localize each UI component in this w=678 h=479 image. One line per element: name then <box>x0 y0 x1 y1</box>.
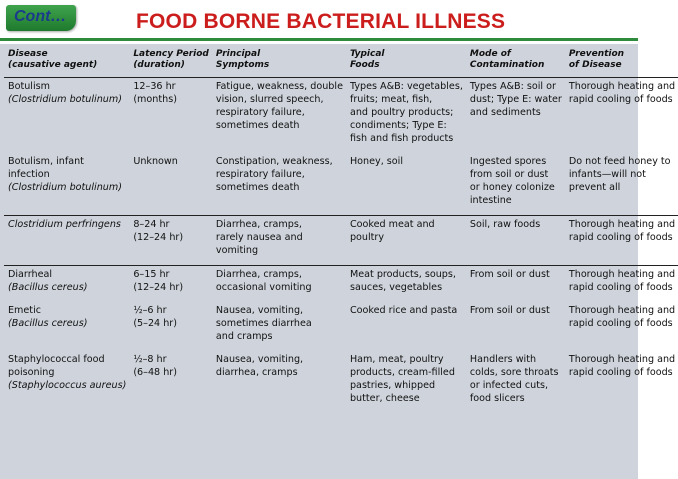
cell-text: 8–24 hr <box>133 219 170 230</box>
cell-text: food slicers <box>469 393 525 404</box>
cell-text: respiratory failure, <box>215 107 305 118</box>
cell-text: and poultry products; <box>349 107 454 118</box>
cell-text: vision, slurred speech, <box>215 94 324 105</box>
header-text: Foods <box>349 60 380 70</box>
table-body <box>4 78 678 414</box>
cell-text: Ham, meat, poultry <box>349 354 444 365</box>
cell-disease <box>4 266 129 303</box>
header-symptoms <box>212 46 346 78</box>
cell-contamination <box>466 153 565 216</box>
cell-foods <box>346 351 466 413</box>
cell-text: (5–24 hr) <box>133 318 177 329</box>
cell-symptoms <box>212 266 346 303</box>
cell-latency <box>129 266 212 303</box>
cell-text: Handlers with <box>469 354 537 365</box>
cell-text: Ingested spores <box>469 156 547 167</box>
table-row <box>4 266 678 303</box>
table-row <box>4 216 678 266</box>
cell-text: infants—will not <box>568 169 646 180</box>
cell-text: pastries, whipped <box>349 380 436 391</box>
cell-text: Cooked meat and <box>349 219 435 230</box>
cell-text: Soil, raw foods <box>469 219 541 230</box>
table-row <box>4 78 678 154</box>
cell-disease <box>4 302 129 351</box>
slide-header <box>0 0 638 44</box>
header-text: Disease <box>8 49 48 59</box>
cell-text: vomiting <box>215 245 259 256</box>
cell-symptoms <box>212 153 346 216</box>
cell-text: Thorough heating and <box>568 269 676 280</box>
cell-text: (months) <box>133 94 177 105</box>
cell-text: Types A&B: vegetables, <box>349 81 463 92</box>
cell-text: (Bacillus cereus) <box>8 318 88 329</box>
header-text: Contamination <box>469 60 545 70</box>
cell-text: Do not feed honey to <box>568 156 671 167</box>
cell-text: fruits; meat, fish, <box>349 94 433 105</box>
cell-text: poultry <box>349 232 385 243</box>
cell-text: Clostridium perfringens <box>8 219 121 230</box>
cell-text: or honey colonize <box>469 182 555 193</box>
cell-text: Honey, soil <box>349 156 404 167</box>
cell-symptoms <box>212 302 346 351</box>
cell-text: (Clostridium botulinum) <box>8 94 122 105</box>
header-text: Symptoms <box>215 60 270 70</box>
cell-text: products, cream-filled <box>349 367 455 378</box>
cell-text: Unknown <box>133 156 178 167</box>
cell-text: 6–15 hr <box>133 269 170 280</box>
cell-text: Cooked rice and pasta <box>349 305 458 316</box>
cell-text: dust; Type E: water <box>469 94 562 105</box>
cell-text: (6–48 hr) <box>133 367 177 378</box>
cell-disease <box>4 351 129 413</box>
cell-text: (Staphylococcus aureus) <box>8 380 127 391</box>
continued-badge <box>6 5 76 31</box>
cell-text: Meat products, soups, <box>349 269 456 280</box>
cell-text: From soil or dust <box>469 269 550 280</box>
cell-contamination <box>466 216 565 266</box>
cell-text: respiratory failure, <box>215 169 305 180</box>
cell-text: condiments; Type E: <box>349 120 447 131</box>
cell-text: sometimes death <box>215 120 300 131</box>
cell-text: Nausea, vomiting, <box>215 305 304 316</box>
table-row <box>4 302 678 351</box>
header-prevention <box>565 46 678 78</box>
cell-text: From soil or dust <box>469 305 550 316</box>
cell-text: poisoning <box>8 367 55 378</box>
header-text: of Disease <box>568 60 622 70</box>
header-text: (duration) <box>133 60 185 70</box>
cell-text: colds, sore throats <box>469 367 559 378</box>
cell-text: rarely nausea and <box>215 232 303 243</box>
header-text: Typical <box>349 49 385 59</box>
header-disease <box>4 46 129 78</box>
header-text: Mode of <box>469 49 511 59</box>
cell-text: Fatigue, weakness, double <box>215 81 343 92</box>
cell-text: Thorough heating and <box>568 81 676 92</box>
cell-symptoms <box>212 351 346 413</box>
slide-title: FOOD BORNE BACTERIAL ILLNESS <box>136 10 506 33</box>
cell-text: and cramps <box>215 331 273 342</box>
cell-latency <box>129 351 212 413</box>
cell-prevention <box>565 216 678 266</box>
cell-text: Diarrhea, cramps, <box>215 269 302 280</box>
cell-text: Thorough heating and <box>568 305 676 316</box>
cell-text: Diarrhea, cramps, <box>215 219 302 230</box>
cell-text: occasional vomiting <box>215 282 312 293</box>
table-row <box>4 153 678 216</box>
cell-disease <box>4 153 129 216</box>
cell-text: Diarrheal <box>8 269 53 280</box>
cell-text: (12–24 hr) <box>133 282 184 293</box>
cell-text: rapid cooling of foods <box>568 318 673 329</box>
cell-text: butter, cheese <box>349 393 420 404</box>
cell-text: Botulism, infant <box>8 156 84 167</box>
header-contamination <box>466 46 565 78</box>
cell-text: prevent all <box>568 182 621 193</box>
header-divider <box>0 38 638 41</box>
cell-foods <box>346 302 466 351</box>
cell-text: and sediments <box>469 107 541 118</box>
cell-prevention <box>565 302 678 351</box>
cell-foods <box>346 78 466 154</box>
cell-text: from soil or dust <box>469 169 549 180</box>
cell-text: Thorough heating and <box>568 219 676 230</box>
cell-text: Types A&B: soil or <box>469 81 556 92</box>
cell-latency <box>129 78 212 154</box>
cell-text: Constipation, weakness, <box>215 156 333 167</box>
header-foods <box>346 46 466 78</box>
cell-contamination <box>466 351 565 413</box>
cell-latency <box>129 153 212 216</box>
illness-table-panel <box>0 44 676 479</box>
cell-contamination <box>466 266 565 303</box>
cell-text: ½–8 hr <box>133 354 167 365</box>
continued-label: Cont… <box>14 8 67 25</box>
cell-text: 12–36 hr <box>133 81 176 92</box>
cell-contamination <box>466 78 565 154</box>
cell-text: sometimes death <box>215 182 300 193</box>
cell-text: or infected cuts, <box>469 380 549 391</box>
cell-text: Botulism <box>8 81 50 92</box>
cell-latency <box>129 216 212 266</box>
header-latency <box>129 46 212 78</box>
cell-prevention <box>565 266 678 303</box>
cell-disease <box>4 216 129 266</box>
cell-disease <box>4 78 129 154</box>
cell-text: rapid cooling of foods <box>568 94 673 105</box>
header-text: (causative agent) <box>8 60 98 70</box>
cell-foods <box>346 153 466 216</box>
cell-prevention <box>565 153 678 216</box>
cell-text: rapid cooling of foods <box>568 282 673 293</box>
cell-text: (Clostridium botulinum) <box>8 182 122 193</box>
header-text: Prevention <box>568 49 625 59</box>
cell-foods <box>346 266 466 303</box>
cell-text: rapid cooling of foods <box>568 232 673 243</box>
cell-text: (12–24 hr) <box>133 232 184 243</box>
cell-contamination <box>466 302 565 351</box>
cell-text: sometimes diarrhea <box>215 318 312 329</box>
cell-foods <box>346 216 466 266</box>
cell-text: fish and fish products <box>349 133 454 144</box>
illness-table <box>4 46 678 413</box>
cell-prevention <box>565 78 678 154</box>
table-row <box>4 351 678 413</box>
cell-text: diarrhea, cramps <box>215 367 298 378</box>
cell-prevention <box>565 351 678 413</box>
cell-symptoms <box>212 78 346 154</box>
cell-text: Nausea, vomiting, <box>215 354 304 365</box>
cell-text: Thorough heating and <box>568 354 676 365</box>
header-text: Latency Period <box>133 49 209 59</box>
cell-text: Emetic <box>8 305 42 316</box>
cell-symptoms <box>212 216 346 266</box>
header-text: Principal <box>215 49 261 59</box>
cell-text: intestine <box>469 195 512 206</box>
cell-text: infection <box>8 169 50 180</box>
cell-text: rapid cooling of foods <box>568 367 673 378</box>
table-header-row <box>4 46 678 78</box>
cell-text: sauces, vegetables <box>349 282 443 293</box>
cell-text: ½–6 hr <box>133 305 167 316</box>
cell-latency <box>129 302 212 351</box>
cell-text: (Bacillus cereus) <box>8 282 88 293</box>
cell-text: Staphylococcal food <box>8 354 105 365</box>
